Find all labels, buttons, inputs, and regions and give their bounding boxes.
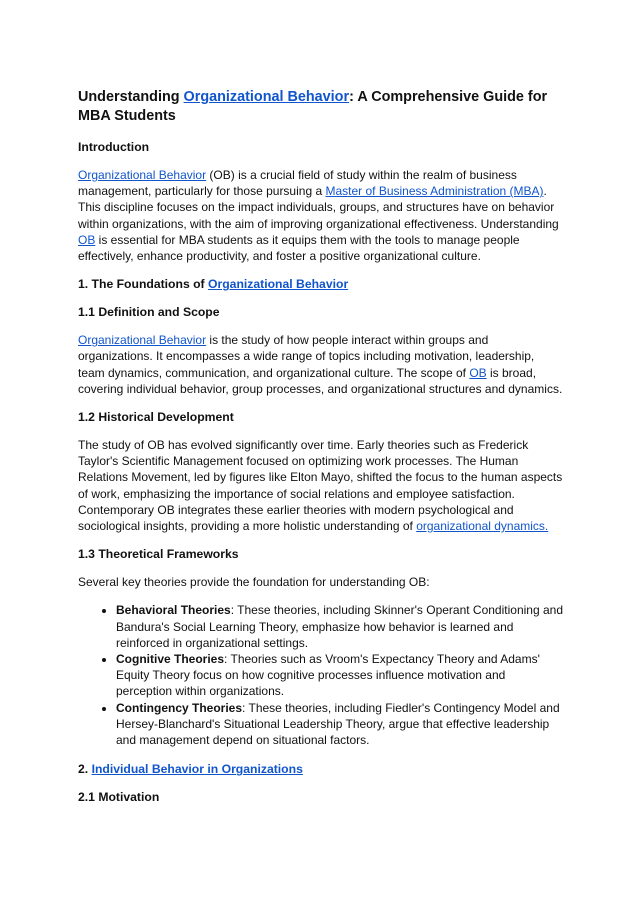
heading-section-1	[78, 276, 564, 292]
heading-section-1-2: 1.2 Historical Development	[78, 410, 234, 425]
list-item-text: : These theories, including Fiedler's Contingency Model and Hersey-Blanchard's Situational Leadership Theory, argue that effective leadership and management depend on situational factors.	[116, 700, 560, 748]
link-organizational-behavior[interactable]: Organizational Behavior	[78, 168, 207, 182]
link-ob-2[interactable]: OB	[469, 365, 487, 380]
list-item	[116, 602, 564, 651]
link-organizational-behavior-2[interactable]: Organizational Behavior	[78, 333, 207, 348]
frameworks-intro: Several key theories provide the foundation for understanding OB:	[78, 575, 430, 590]
section-1-prefix: 1. The Foundations of	[78, 277, 208, 292]
title-suffix: : A Comprehensive Guide for MBA Students	[78, 89, 548, 124]
list-item-text: : These theories, including Skinner's Operant Conditioning and Bandura's Social Learning Theory, emphasize how behavior is learned and reinforced in organizational settings.	[116, 603, 563, 650]
intro-text-1: (OB) is a crucial field of study within the realm of business management, particularly for those pursuing a	[78, 168, 517, 199]
definition-text-2: is broad, covering individual behavior, group processes, and organizational structures and dynamics.	[78, 365, 563, 396]
heading-section-1-3: 1.3 Theoretical Frameworks	[78, 547, 239, 562]
intro-paragraph	[78, 167, 564, 264]
document-page	[78, 88, 564, 817]
section-2-prefix: 2.	[78, 762, 92, 777]
list-item	[116, 700, 564, 749]
list-item-text: : Theories such as Vroom's Expectancy Theory and Adams' Equity Theory focus on how cognitive processes influence motivation and perception within organizations.	[116, 652, 540, 699]
frameworks-list	[78, 602, 564, 748]
list-item-term: Contingency Theories	[116, 700, 243, 715]
definition-paragraph	[78, 332, 564, 397]
definition-text-1: is the study of how people interact within groups and organizations. It encompasses a wide range of topics including motivation, leadership, team dynamics, communication, and organizational culture. The scope of	[78, 333, 535, 380]
heading-section-2-1: 2.1 Motivation	[78, 790, 160, 805]
link-organizational-dynamics[interactable]: organizational dynamics.	[416, 519, 549, 534]
heading-section-1-1: 1.1 Definition and Scope	[78, 305, 220, 320]
intro-text-2: . This discipline focuses on the impact individuals, groups, and structures have on behavior within organizations, with the aim of improving organizational effectiveness. Understanding	[78, 184, 559, 231]
history-text: The study of OB has evolved significantly over time. Early theories such as Frederick Taylor's Scientific Management focused on optimizing work processes. The Human Relations Movement, led by figures like Elton Mayo, shifted the focus to the human aspects of work, emphasizing the importance of social relations and employee satisfaction. Contemporary OB integrates these earlier theories with modern psychological and sociological insights, providing a more holistic understanding of	[78, 438, 563, 534]
link-ob[interactable]: OB	[78, 232, 96, 247]
heading-introduction: Introduction	[78, 140, 150, 154]
list-item-term: Cognitive Theories	[116, 652, 225, 667]
document-title	[78, 88, 564, 126]
list-item	[116, 651, 564, 700]
link-mba[interactable]: Master of Business Administration (MBA)	[325, 184, 544, 199]
list-item-term: Behavioral Theories	[116, 603, 231, 618]
title-link-organizational-behavior[interactable]: Organizational Behavior	[183, 89, 350, 105]
title-prefix: Understanding	[78, 89, 184, 105]
intro-text-3: is essential for MBA students as it equips them with the tools to manage people effectively, enhance productivity, and foster a positive organizational culture.	[78, 232, 520, 264]
history-paragraph	[78, 437, 564, 534]
section-1-link[interactable]: Organizational Behavior	[208, 277, 349, 292]
section-2-link[interactable]: Individual Behavior in Organizations	[91, 762, 303, 777]
heading-section-2	[78, 761, 564, 777]
